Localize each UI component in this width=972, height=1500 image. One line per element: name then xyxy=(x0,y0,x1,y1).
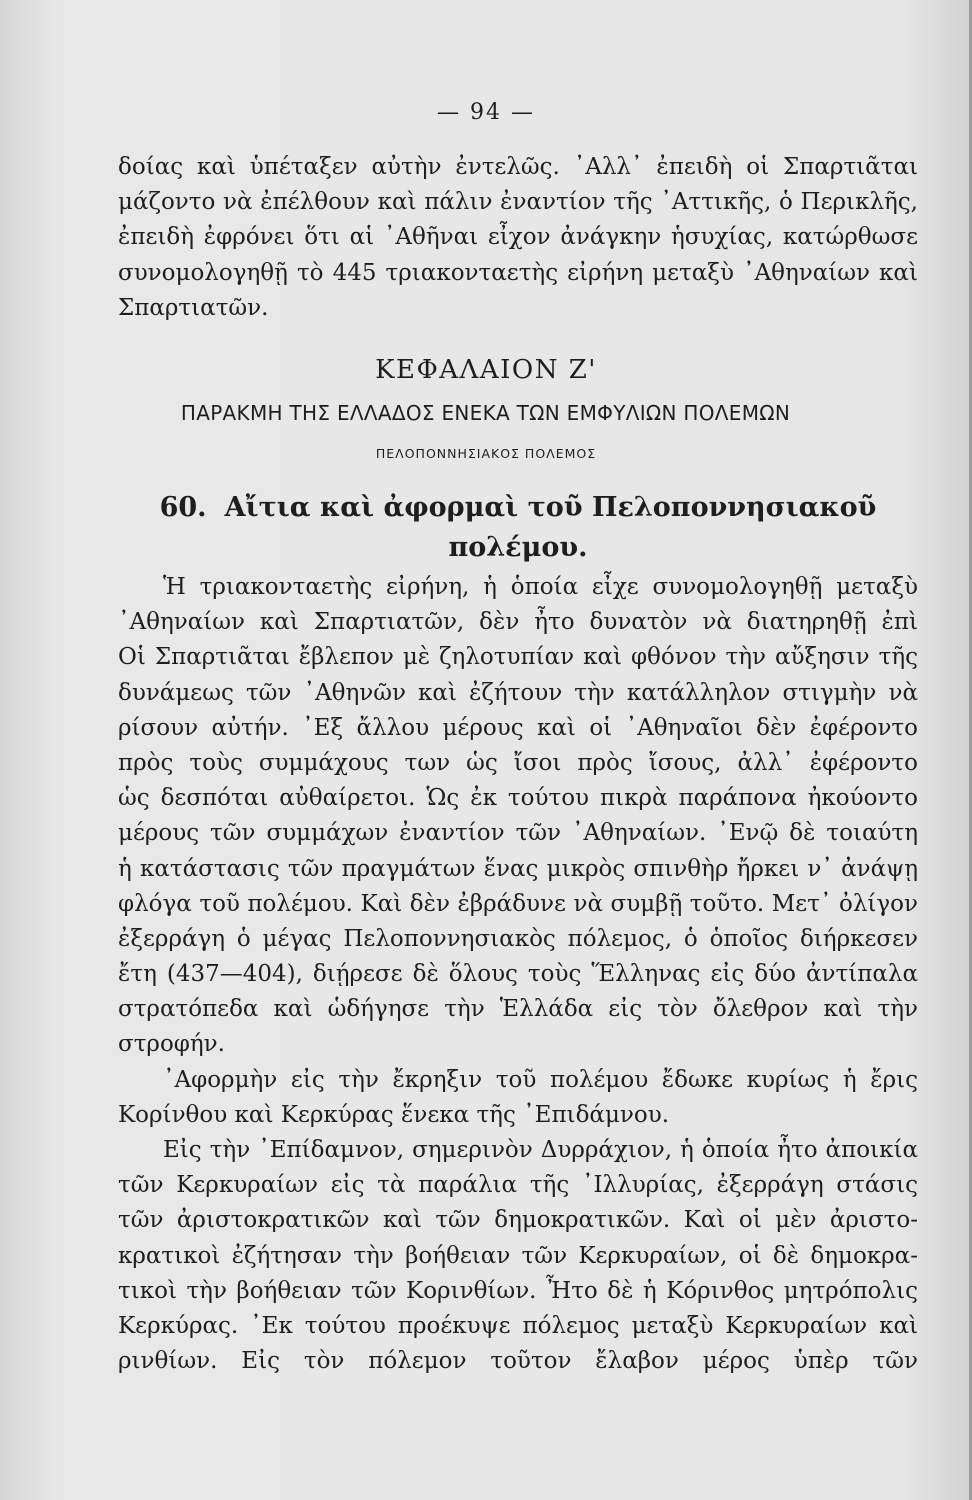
text-line: ἐπειδὴ ἐφρόνει ὅτι αἱ ᾿Αθῆναι εἶχον ἀνάγκην ἡσυχίας, κατώρθωσε xyxy=(118,224,918,251)
text-line: στρατόπεδα καὶ ὡδήγησε τὴν Ἑλλάδα εἰς τὸν ὄλεθρον καὶ τὴν xyxy=(118,996,918,1023)
text-line: ρίσουν αὐτήν. ᾿Εξ ἄλλου μέρους καὶ οἱ ᾿Αθηναῖοι δὲν ἐφέροντο xyxy=(118,714,918,741)
heading-line-2: πολέμου. xyxy=(448,532,588,563)
chapter-title: ΚΕΦΑΛΑΙΟΝ Ζ' xyxy=(375,355,597,385)
text-line: στροφήν. xyxy=(118,1031,225,1058)
section-title: ΠΑΡΑΚΜΗ ΤΗΣ ΕΛΛΑΔΟΣ ΕΝΕΚΑ ΤΩΝ ΕΜΦΥΛΙΩΝ ΠΟΛΕΜΩΝ xyxy=(180,401,791,425)
heading-text: Αἴτια καὶ ἀφορμαὶ τοῦ Πελοποννησιακοῦ xyxy=(224,492,877,523)
heading-line-1 xyxy=(118,488,918,528)
text-line: φλόγα τοῦ πολέμου. Καὶ δὲν ἐβράδυνε νὰ συμβῇ τοῦτο. Μετ᾿ ὀλίγον xyxy=(118,890,918,917)
text-line: τῶν Κερκυραίων εἰς τὰ παράλια τῆς ᾿Ιλλυρίας, ἐξερράγη στάσις xyxy=(118,1172,918,1199)
section-heading xyxy=(118,488,918,568)
text-line: ἡ κατάστασις τῶν πραγμάτων ἕνας μικρὸς σπινθὴρ ἤρκει ν᾿ ἀνάψῃ xyxy=(118,855,918,882)
text-line: ἐξερράγη ὁ μέγας Πελοποννησιακὸς πόλεμος, ὁ ὁποῖος διήρκεσεν xyxy=(118,925,918,952)
text-line: ἔτη (437—404), διῄρεσε δὲ ὅλους τοὺς Ἕλληνας εἰς δύο ἀντίπαλα xyxy=(118,961,918,988)
text-line: ὡς δεσπόται αὐθαίρετοι. Ὡς ἐκ τούτου πικρὰ παράπονα ἠκούοντο xyxy=(118,785,918,812)
text-line: συνομολογηθῇ τὸ 445 τριακονταετὴς εἰρήνη μεταξὺ ᾿Αθηναίων καὶ xyxy=(118,259,918,286)
sub-title: ΠΕΛΟΠΟΝΝΗΣΙΑΚΟΣ ΠΟΛΕΜΟΣ xyxy=(375,446,597,461)
text-line: Ἡ τριακονταετὴς εἰρήνη, ἡ ὁποία εἶχε συνομολογηθῇ μεταξὺ xyxy=(163,574,918,600)
text-line: μέρους τῶν συμμάχων ἐναντίον τῶν ᾿Αθηναίων. ᾿Ενῷ δὲ τοιαύτη xyxy=(118,820,918,847)
text-line: κρατικοὶ ἐζήτησαν τὴν βοήθειαν τῶν Κερκυραίων, οἱ δὲ δημοκρα- xyxy=(118,1242,918,1269)
text-line: Εἰς τὴν ᾿Επίδαμνον, σημερινὸν Δυρράχιον, ἡ ὁποία ἦτο ἀποικία xyxy=(163,1137,918,1163)
text-line: ᾿Αθηναίων καὶ Σπαρτιατῶν, δὲν ἦτο δυνατὸν νὰ διατηρηθῇ ἐπὶ xyxy=(118,609,918,636)
text-line: Σπαρτιατῶν. xyxy=(118,294,269,321)
heading-number: 60. xyxy=(159,492,207,523)
text-line: μάζοντο νὰ ἐπέλθουν καὶ πάλιν ἐναντίον τῆς ᾿Αττικῆς, ὁ Περικλῆς, xyxy=(118,189,918,216)
intro-paragraph xyxy=(118,150,918,326)
text-line: Οἱ Σπαρτιᾶται ἔβλεπον μὲ ζηλοτυπίαν καὶ φθόνον τὴν αὔξησιν τῆς xyxy=(118,644,918,671)
page-number: — 94 — xyxy=(437,100,535,125)
text-line: ρινθίων. Εἰς τὸν πόλεμον τοῦτον ἔλαβον μέρος ὑπὲρ τῶν xyxy=(118,1348,918,1375)
text-line: τῶν ἀριστοκρατικῶν καὶ τῶν δημοκρατικῶν. Καὶ οἱ μὲν ἀριστο- xyxy=(118,1207,918,1234)
text-line: δυνάμεως τῶν ᾿Αθηνῶν καὶ ἐζήτουν τὴν κατάλληλον στιγμὴν νὰ xyxy=(118,679,918,706)
text-line: πρὸς τοὺς συμμάχους των ὡς ἴσοι πρὸς ἴσους, ἀλλ᾿ ἐφέροντο xyxy=(118,749,918,776)
text-line: ᾿Αφορμὴν εἰς τὴν ἔκρηξιν τοῦ πολέμου ἔδωκε κυρίως ἡ ἔρις xyxy=(163,1066,918,1093)
text-line: Κορίνθου καὶ Κερκύρας ἕνεκα τῆς ᾿Επιδάμνου. xyxy=(118,1101,670,1128)
text-line: Κερκύρας. ᾿Εκ τούτου προέκυψε πόλεμος μεταξὺ Κερκυραίων καὶ xyxy=(118,1312,918,1339)
text-line: τικοὶ τὴν βοήθειαν τῶν Κορινθίων. Ἦτο δὲ ἡ Κόρινθος μητρόπολις xyxy=(118,1277,918,1304)
main-text xyxy=(118,570,918,1379)
text-line: δοίας καὶ ὑπέταξεν αὐτὴν ἐντελῶς. ᾿Αλλ᾿ ἐπειδὴ οἱ Σπαρτιᾶται xyxy=(118,154,918,180)
